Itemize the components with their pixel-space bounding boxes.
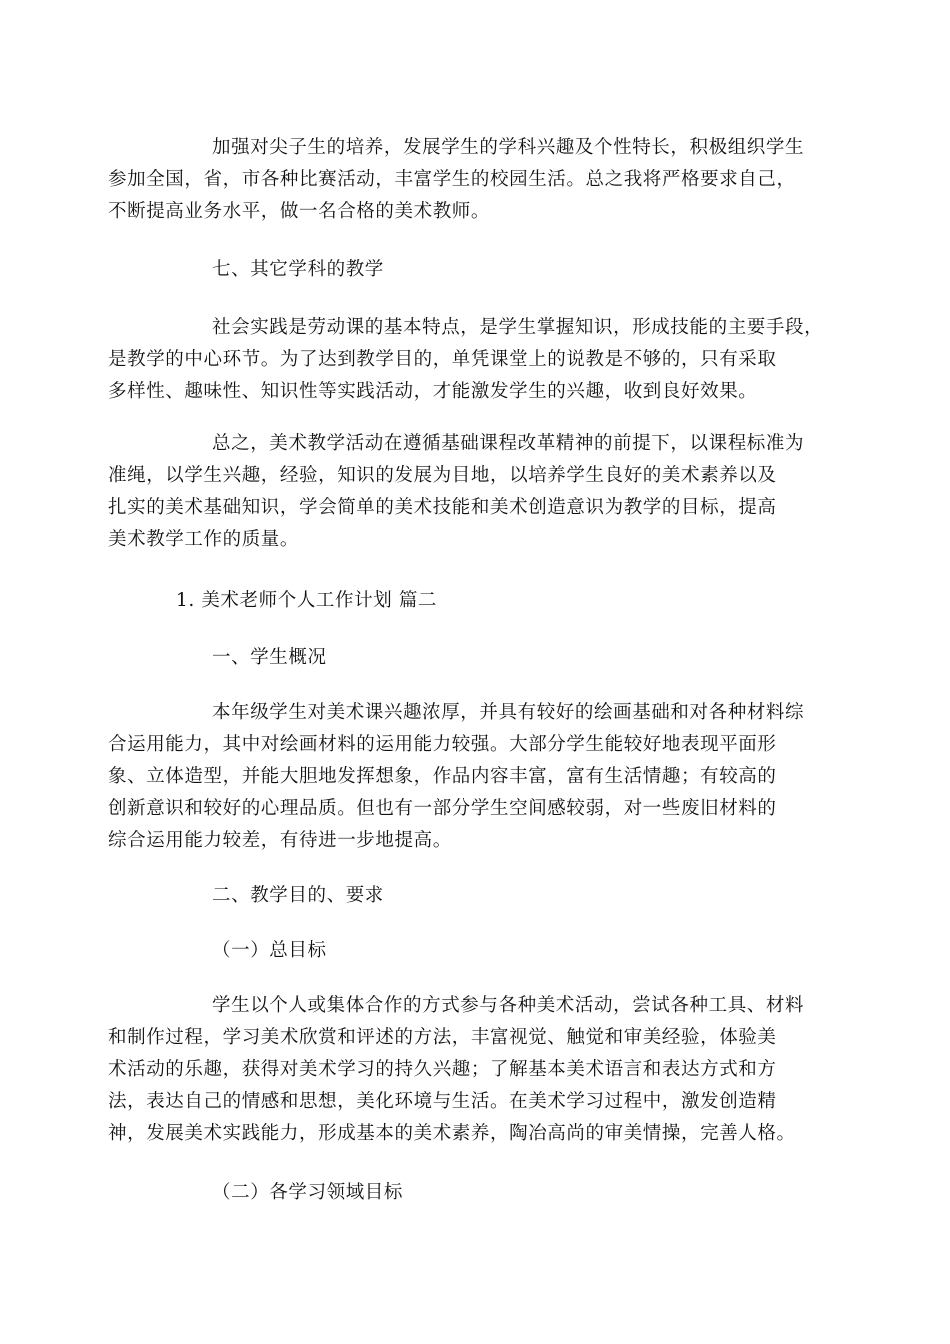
- subheading-text: （一）总目标: [212, 940, 327, 961]
- paragraph-line: 加强对尖子生的培养，发展学生的学科兴趣及个性特长，积极组织学生: [212, 137, 805, 158]
- paragraph-line: 本年级学生对美术课兴趣浓厚，并具有较好的绘画基础和对各种材料综: [212, 702, 805, 723]
- subheading-text: （二）各学习领域目标: [212, 1182, 404, 1203]
- paragraph-conclusion: [108, 428, 820, 556]
- paragraph-line: 参加全国，省，市各种比赛活动，丰富学生的校园生活。总之我将严格要求自己，: [108, 169, 796, 190]
- paragraph-line: 不断提高业务水平，做一名合格的美术教师。: [108, 201, 491, 222]
- heading-text: 七、其它学科的教学: [212, 259, 384, 280]
- paragraph-line: 准绳，以学生兴趣，经验，知识的发展为目地，以培养学生良好的美术素养以及: [108, 465, 777, 486]
- subheading-domain-goals: [108, 1177, 820, 1209]
- paragraph-line: 是教学的中心环节。为了达到教学目的，单凭课堂上的说教是不够的，只有采取: [108, 349, 777, 370]
- paragraph-top-students: [108, 132, 820, 228]
- paragraph-line: 和制作过程，学习美术欣赏和评述的方法，丰富视觉、触觉和审美经验，体验美: [108, 1027, 777, 1048]
- paragraph-line: 创新意识和较好的心理品质。但也有一部分学生空间感较弱，对一些废旧材料的: [108, 798, 777, 819]
- paragraph-overall-goal: [108, 990, 820, 1150]
- paragraph-line: 象、立体造型，并能大胆地发挥想象，作品内容丰富，富有生活情趣；有较高的: [108, 766, 777, 787]
- heading-student-overview: [108, 642, 820, 674]
- paragraph-line: 术活动的乐趣，获得对美术学习的持久兴趣；了解基本美术语言和表达方式和方: [108, 1059, 777, 1080]
- paragraph-line: 神，发展美术实践能力，形成基本的美术素养，陶冶高尚的审美情操，完善人格。: [108, 1123, 796, 1144]
- paragraph-line: 社会实践是劳动课的基本特点，是学生掌握知识，形成技能的主要手段，: [212, 317, 824, 338]
- paragraph-line: 学生以个人或集体合作的方式参与各种美术活动，尝试各种工具、材料: [212, 995, 805, 1016]
- heading-teaching-goals: [108, 880, 820, 912]
- paragraph-line: 总之，美术教学活动在遵循基础课程改革精神的前提下，以课程标准为: [212, 433, 805, 454]
- paragraph-line: 综合运用能力较差，有待进一步地提高。: [108, 830, 452, 851]
- paragraph-line: 多样性、趣味性、知识性等实践活动，才能激发学生的兴趣，收到良好效果。: [108, 381, 758, 402]
- paragraph-line: 美术教学工作的质量。: [108, 529, 300, 550]
- paragraph-student-overview: [108, 697, 820, 857]
- paragraph-line: 合运用能力，其中对绘画材料的运用能力较强。大部分学生能较好地表现平面形: [108, 734, 777, 755]
- paragraph-line: 法，表达自己的情感和思想，美化环境与生活。在美术学习过程中，激发创造精: [108, 1091, 777, 1112]
- section-title-text: 1. 美术老师个人工作计划 篇二: [176, 590, 438, 611]
- paragraph-social-practice: [108, 312, 824, 408]
- heading-text: 一、学生概况: [212, 647, 327, 668]
- subheading-overall-goal: [108, 935, 820, 967]
- heading-text: 二、教学目的、要求: [212, 885, 384, 906]
- heading-other-subjects: [108, 254, 820, 286]
- paragraph-line: 扎实的美术基础知识，学会简单的美术技能和美术创造意识为教学的目标，提高: [108, 497, 777, 518]
- section-title: [108, 585, 820, 617]
